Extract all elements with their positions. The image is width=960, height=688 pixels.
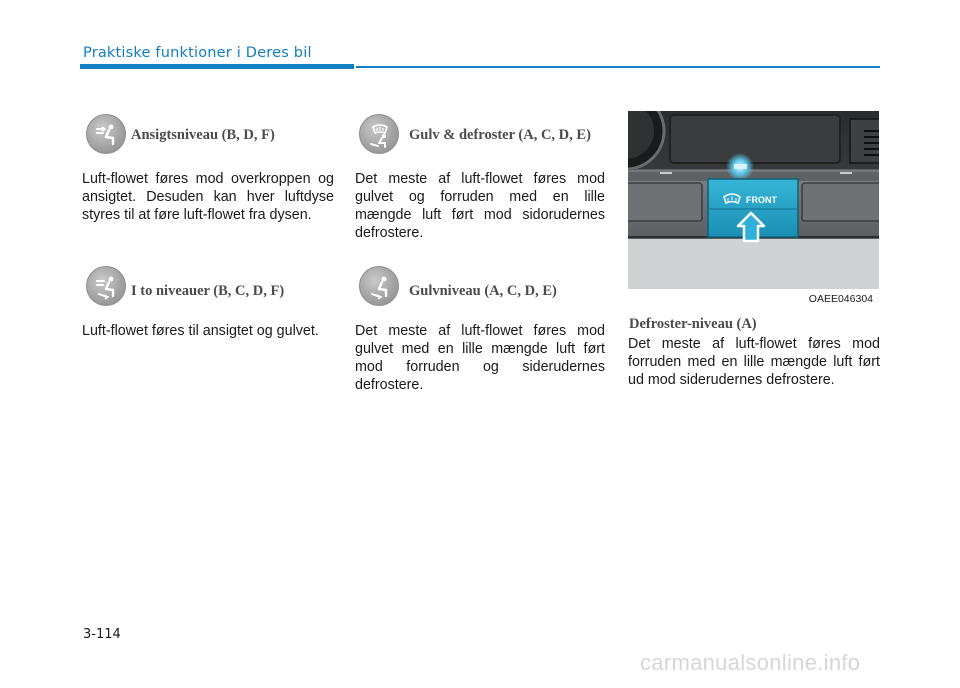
floor-vent-icon (359, 266, 399, 306)
bi-level-vent-icon (86, 266, 126, 306)
page-number: 3-114 (83, 627, 121, 642)
mode-description: Luft-flowet føres til ansigtet og gulvet. (82, 323, 319, 339)
page-header-title: Praktiske funktioner i Deres bil (83, 45, 312, 61)
mode-description: Det meste af luft-flowet føres mod gulvet med en lille mængde luft ført mod forruden og siderudernes defrostere. (355, 323, 605, 393)
mode-title: Gulv & defroster (A, C, D, E) (409, 127, 591, 143)
mode-description: Det meste af luft-flowet føres mod gulvet og forruden med en lille mængde luft ført mod sidorudernes defrostere. (355, 171, 605, 241)
mode-title: Ansigtsniveau (B, D, F) (131, 127, 275, 143)
face-vent-icon (86, 114, 126, 154)
mode-title: Gulvniveau (A, C, D, E) (409, 283, 557, 299)
photo-caption: OAEE046304 (808, 293, 873, 305)
header-rule-thick (80, 64, 354, 69)
watermark: carmanualsonline.info (640, 650, 861, 675)
header-rule-thin (356, 66, 880, 68)
defroster-description: Det meste af luft-flowet føres mod forruden med en lille mængde luft ført ud mod siderudernes defrostere. (628, 336, 880, 388)
mode-title: I to niveauer (B, C, D, F) (131, 283, 285, 299)
defroster-title: Defroster-niveau (A) (629, 316, 757, 332)
floor-defrost-icon (359, 114, 399, 154)
front-defrost-button-label: FRONT (746, 195, 777, 205)
climate-panel-illustration (628, 111, 879, 309)
mode-description: Luft-flowet føres mod overkroppen og ansigtet. Desuden kan hver luftdyse styres til at føre luft-flowet fra dysen. (82, 171, 334, 223)
climate-control-photo (628, 111, 879, 309)
